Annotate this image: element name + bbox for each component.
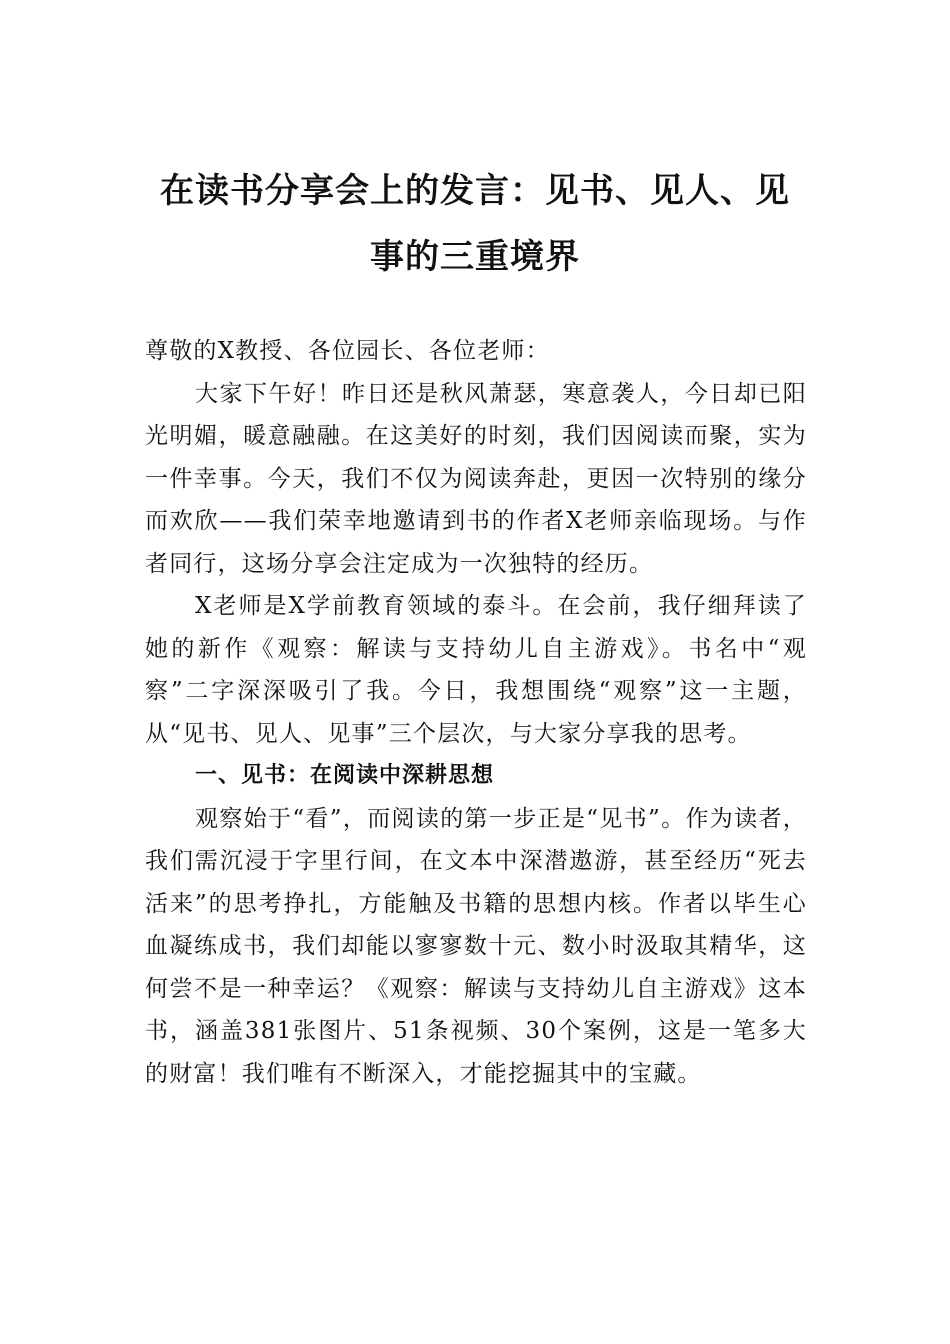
paragraph-section-1: 观察始于“看”，而阅读的第一步正是“见书”。作为读者，我们需沉浸于字里行间，在文本中深潜遨游，甚至经历“死去活来”的思考挣扎，方能触及书籍的思想内核。作者以毕生心血凝练成书，我们却能以寥寥数十元、数小时汲取其精华，这何尝不是一种幸运？《观察：解读与支持幼儿自主游戏》这本书，涵盖381张图片、51条视频、30个案例，这是一笔多大的财富！我们唯有不断深入，才能挖掘其中的宝藏。	[145, 805, 807, 1087]
section-heading-1: 一、见书：在阅读中深耕思想	[195, 763, 495, 788]
paragraph-greeting: 大家下午好！昨日还是秋风萧瑟，寒意袭人，今日却已阳光明媚，暖意融融。在这美好的时刻，我们因阅读而聚，实为一件幸事。今天，我们不仅为阅读奔赴，更因一次特别的缘分而欢欣——我们荣幸地邀请到书的作者X老师亲临现场。与作者同行，这场分享会注定成为一次独特的经历。	[145, 380, 807, 577]
paragraph-introduction: X老师是X学前教育领域的泰斗。在会前，我仔细拜读了她的新作《观察：解读与支持幼儿自主游戏》。书名中“观察”二字深深吸引了我。今日，我想围绕“观察”这一主题，从“见书、见人、见事”三个层次，与大家分享我的思考。	[145, 593, 807, 747]
document-title	[145, 158, 805, 290]
title-line-2: 事的三重境界	[370, 237, 580, 277]
document-body	[145, 330, 807, 1095]
salutation: 尊敬的X教授、各位园长、各位老师：	[145, 338, 550, 364]
title-line-1: 在读书分享会上的发言：见书、见人、见	[160, 171, 790, 211]
